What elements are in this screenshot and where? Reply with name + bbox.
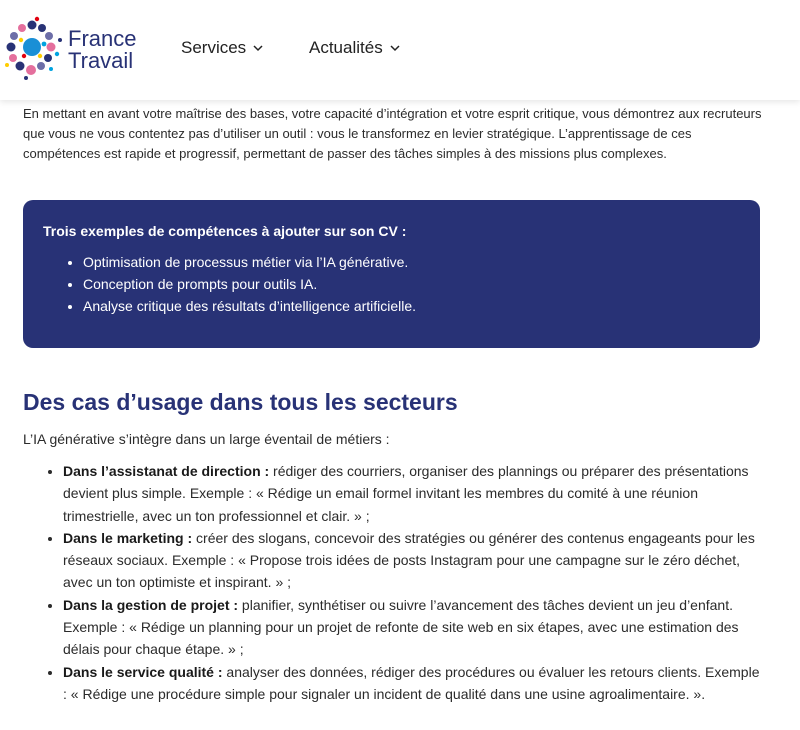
callout-list	[43, 251, 740, 317]
chevron-down-icon	[389, 42, 401, 54]
list-item	[63, 460, 763, 527]
brand-name-line2: Travail	[68, 48, 134, 73]
france-travail-dots-logo-icon	[4, 16, 66, 84]
intro-paragraph: En mettant en avant votre maîtrise des bases, votre capacité d’intégration et votre esprit critique, vous démontrez aux recruteurs que vous ne vous contentez pas d’utiliser un outil : vous le transformez en levier stratégique. L’apprentissage de ces compétences est rapide et progressif, permettant de passer des tâches simples à des missions plus complexes.	[23, 106, 762, 161]
use-case-text: rédiger des courriers, organiser des plannings ou préparer des présentations devient plus simple. Exemple : « Rédige un email formel invitant les membres du comité à une réunion trimestrielle, avec un ton professionnel et clair. » ;	[63, 463, 749, 524]
list-item: • Analyse critique des résultats d’intelligence artificielle.	[83, 295, 740, 317]
brand-name	[68, 28, 136, 72]
list-item	[63, 527, 763, 594]
use-case-label: Dans l’assistanat de direction :	[63, 463, 270, 479]
callout-title: Trois exemples de compétences à ajouter sur son CV :	[43, 223, 407, 239]
use-case-label: Dans le service qualité :	[63, 663, 223, 680]
chevron-down-icon	[252, 42, 264, 54]
use-case-text: créer des slogans, concevoir des stratégies ou générer des contenus engageants pour les réseaux sociaux. Exemple : « Propose trois idées de posts Instagram pour une campagne sur le zéro déchet, avec un ton optimiste et inspirant. » ;	[63, 529, 755, 591]
list-item	[63, 594, 763, 661]
list-item: • Optimisation de processus métier via l’IA générative.	[83, 251, 740, 273]
nav-actualites-label: Actualités	[309, 38, 383, 57]
section-lead: L’IA générative s’intègre dans un large éventail de métiers :	[23, 431, 390, 447]
site-header	[0, 0, 800, 100]
use-case-label: Dans le marketing :	[63, 529, 193, 546]
france-travail-logo[interactable]	[4, 16, 139, 84]
use-case-text: planifier, synthétiser ou suivre l’avancement des tâches devient un jeu d’enfant. Exemple : « Rédige un planning pour un projet de refonte de site web en six étapes, avec une estimation des délais pour chaque étape. » ;	[63, 596, 739, 658]
list-item: • Conception de prompts pour outils IA.	[83, 273, 740, 295]
use-case-text: analyser des données, rédiger des procédures ou évaluer les retours clients. Exemple : « Rédige une procédure simple pour signaler un incident de qualité dans une usine agroalimentaire. ».	[63, 663, 760, 702]
nav-services[interactable]	[181, 38, 264, 58]
section-title: Des cas d’usage dans tous les secteurs	[23, 389, 458, 415]
list-item	[63, 661, 763, 706]
brand-name-line1: France	[68, 26, 137, 51]
nav-actualites[interactable]	[309, 38, 401, 58]
skills-callout	[23, 200, 760, 348]
nav-services-label: Services	[181, 38, 247, 57]
use-case-label: Dans la gestion de projet :	[63, 596, 239, 613]
use-cases-list	[23, 460, 763, 705]
